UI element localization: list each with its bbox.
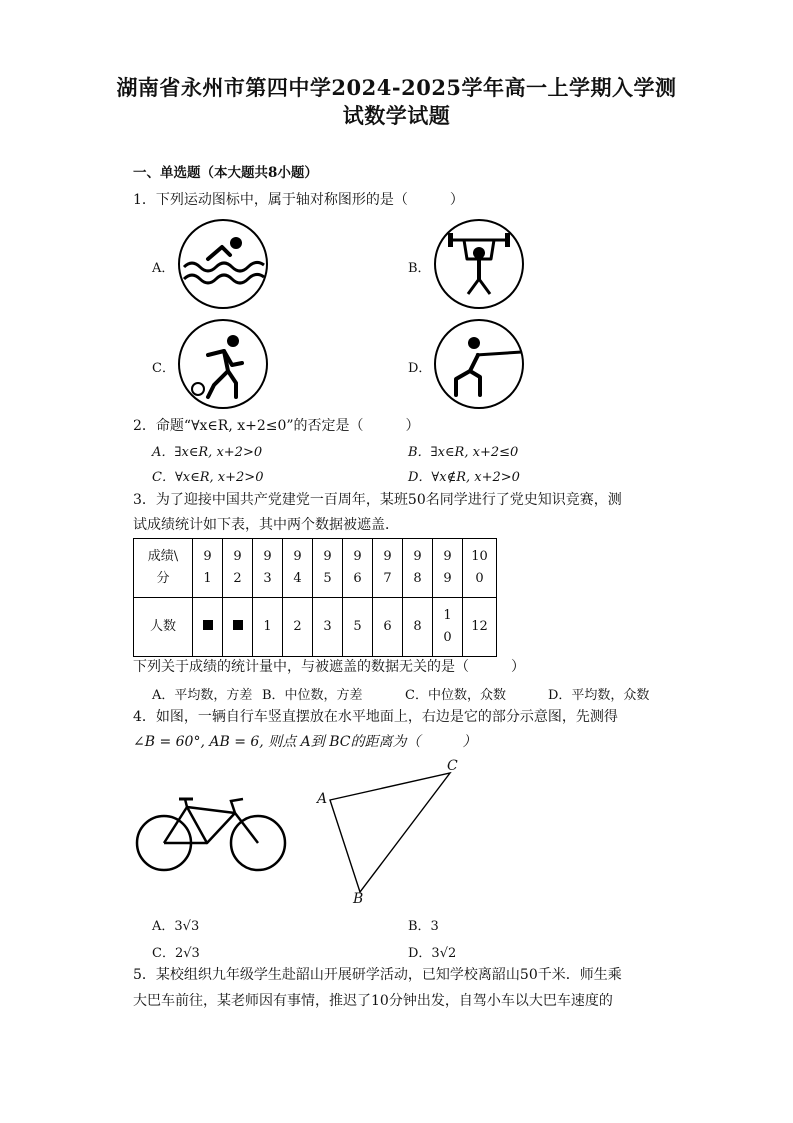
table-cell: 8 bbox=[403, 598, 433, 657]
q3-question: 下列关于成绩的统计量中，与被遮盖的数据无关的是（ ） bbox=[133, 659, 525, 675]
table-cell: 9 6 bbox=[343, 539, 373, 598]
q2-option-c: C．∀x∈R, x+2>0 bbox=[152, 470, 264, 485]
point-b-label: B bbox=[353, 891, 364, 907]
table-cell: 1 bbox=[253, 598, 283, 657]
table-cell: 2 bbox=[283, 598, 313, 657]
table-cell: 9 5 bbox=[313, 539, 343, 598]
table-row bbox=[134, 539, 497, 598]
swimming-icon bbox=[178, 219, 268, 309]
q2-option-b: B．∃x∈R, x+2≤0 bbox=[408, 445, 519, 460]
weightlifting-icon bbox=[434, 219, 524, 309]
q2-stem: 2．命题“∀x∈R, x+2≤0”的否定是（ ） bbox=[133, 418, 420, 434]
q4-option-d: D．3√2 bbox=[408, 946, 457, 961]
q4-stem-line2: ∠B = 60°, AB = 6, 则点 A到 BC的距离为（ ） bbox=[133, 734, 477, 750]
covered-cell bbox=[193, 598, 223, 657]
q4-stem-line1: 4．如图，一辆自行车竖直摆放在水平地面上，右边是它的部分示意图，先测得 bbox=[133, 709, 618, 725]
q3-option-c: C．中位数，众数 bbox=[405, 688, 506, 703]
header-line2: 分 bbox=[156, 571, 170, 586]
point-c-label: C bbox=[447, 758, 458, 774]
q3-stem-line1: 3．为了迎接中国共产党建党一百周年，某班50名同学进行了党史知识竞赛，测 bbox=[133, 492, 622, 508]
q1-option-c-label: C． bbox=[152, 361, 175, 376]
q3-option-a: A．平均数，方差 bbox=[152, 688, 253, 703]
table-cell: 5 bbox=[343, 598, 373, 657]
table-cell: 9 1 bbox=[193, 539, 223, 598]
q3-option-b: B．中位数，方差 bbox=[262, 688, 363, 703]
black-square-icon bbox=[233, 620, 243, 630]
table-cell: 9 4 bbox=[283, 539, 313, 598]
q2-option-a: A．∃x∈R, x+2>0 bbox=[152, 445, 263, 460]
q5-stem-line1: 5．某校组织九年级学生赴韶山开展研学活动，已知学校离韶山50千米．师生乘 bbox=[133, 967, 622, 983]
table-cell: 9 2 bbox=[223, 539, 253, 598]
triangle-diagram bbox=[310, 755, 470, 910]
shooting-icon bbox=[434, 319, 524, 409]
table-header-score bbox=[134, 539, 193, 598]
table-cell: 3 bbox=[313, 598, 343, 657]
page-title-line1: 湖南省永州市第四中学2024-2025学年高一上学期入学测 bbox=[116, 75, 677, 100]
bicycle-icon bbox=[135, 795, 287, 875]
table-cell: 9 3 bbox=[253, 539, 283, 598]
point-a-label: A bbox=[317, 791, 328, 807]
section-header: 一、单选题（本大题共8小题） bbox=[133, 165, 318, 181]
q4-option-b: B．3 bbox=[408, 919, 439, 934]
q3-stem-line2: 试成绩统计如下表，其中两个数据被遮盖． bbox=[133, 517, 399, 533]
q4-option-c: C．2√3 bbox=[152, 946, 200, 961]
q1-option-d-label: D． bbox=[408, 361, 432, 376]
table-cell: 6 bbox=[373, 598, 403, 657]
table-cell: 9 9 bbox=[433, 539, 463, 598]
q1-option-a-label: A． bbox=[152, 261, 175, 276]
soccer-icon bbox=[178, 319, 268, 409]
table-cell: 12 bbox=[463, 598, 497, 657]
table-cell: 9 7 bbox=[373, 539, 403, 598]
q3-option-d: D．平均数，众数 bbox=[548, 688, 650, 703]
header-line1: 成绩\ bbox=[147, 549, 179, 564]
q4-option-a: A．3√3 bbox=[152, 919, 200, 934]
table-row-label: 人数 bbox=[134, 598, 193, 657]
q1-option-b-label: B． bbox=[408, 261, 431, 276]
q2-option-d: D．∀x∉R, x+2>0 bbox=[408, 470, 520, 485]
score-table bbox=[133, 538, 497, 657]
table-cell: 10 0 bbox=[463, 539, 497, 598]
black-square-icon bbox=[203, 620, 213, 630]
table-row bbox=[134, 598, 497, 657]
table-cell: 1 0 bbox=[433, 598, 463, 657]
page-title-line2: 试数学试题 bbox=[342, 103, 451, 128]
q5-stem-line2: 大巴车前往，某老师因有事情，推迟了10分钟出发，自驾小车以大巴车速度的 bbox=[133, 993, 613, 1009]
q1-stem: 1．下列运动图标中，属于轴对称图形的是（ ） bbox=[133, 192, 464, 208]
covered-cell bbox=[223, 598, 253, 657]
table-cell: 9 8 bbox=[403, 539, 433, 598]
